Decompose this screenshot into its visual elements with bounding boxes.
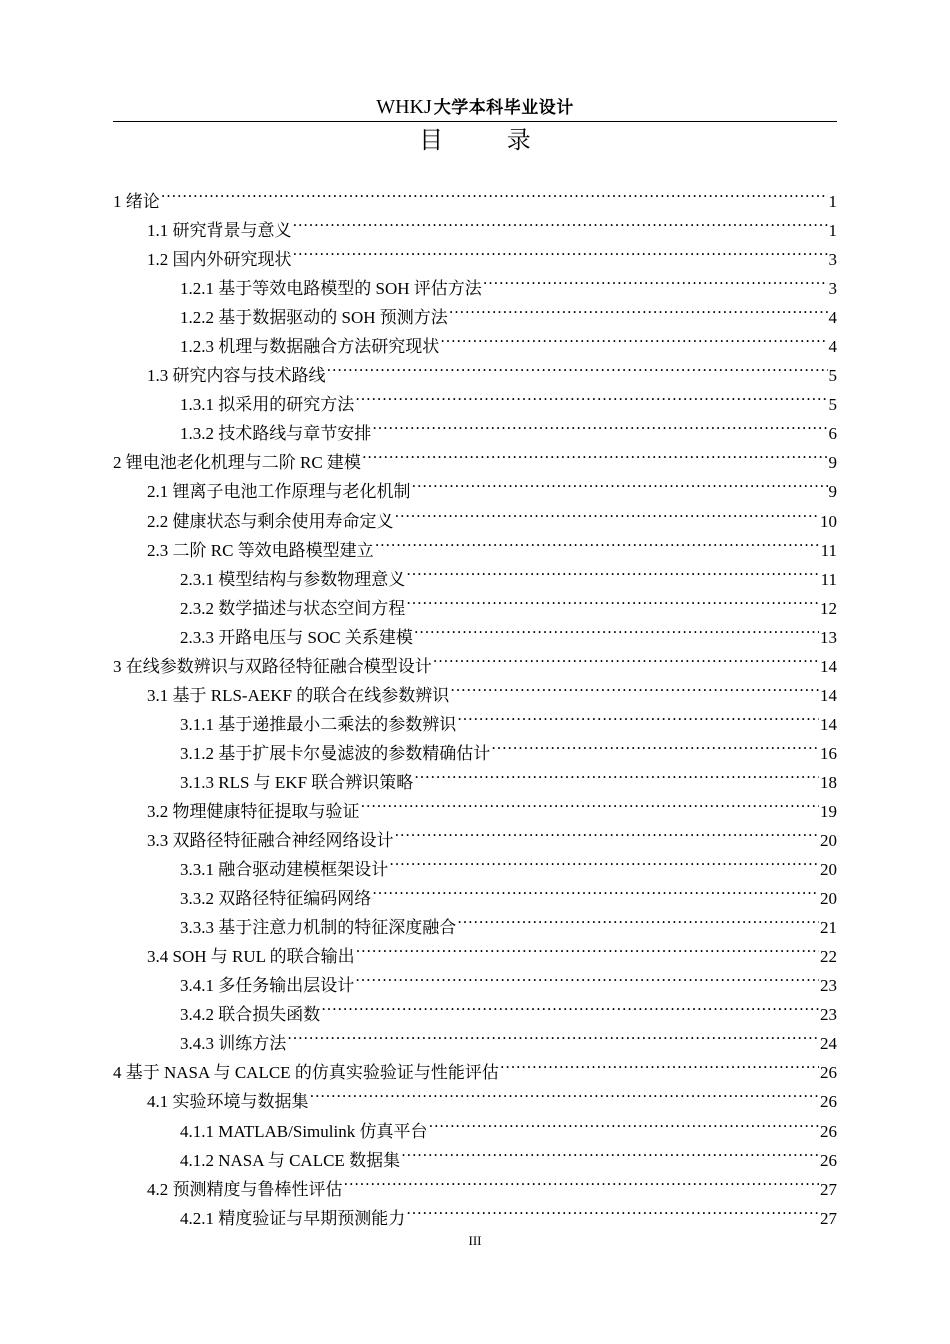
toc-dot-leader [395, 817, 820, 846]
toc-entry-text: 3.3.2 双路径特征编码网络 [180, 889, 372, 909]
toc-entry-text: 2 锂电池老化机理与二阶 RC 建模 [113, 453, 361, 473]
toc-dot-leader [310, 1078, 820, 1107]
toc-entry-page: 10 [820, 511, 837, 531]
toc-entry-page: 22 [820, 947, 837, 967]
toc-entry[interactable] [113, 178, 837, 211]
toc-entry-text: 3.1.1 基于递推最小二乘法的参数辨识 [180, 714, 457, 734]
toc-entry-text: 4.1.2 NASA 与 CALCE 数据集 [180, 1150, 401, 1170]
toc-entry-page: 23 [820, 976, 837, 996]
toc-entry-page: 26 [820, 1092, 837, 1112]
toc-dot-leader [293, 207, 828, 236]
toc-entry-text: 3.3 双路径特征融合神经网络设计 [147, 831, 394, 851]
toc-entry-text: 1.3.1 拟采用的研究方法 [180, 395, 355, 415]
toc-entry-text: 3.4.2 联合损失函数 [180, 1005, 321, 1025]
toc-entry-text: 1 绪论 [113, 192, 160, 211]
toc-entry-page: 14 [820, 714, 837, 734]
toc-dot-leader [401, 1137, 819, 1166]
toc-entry-text: 3.1.3 RLS 与 EKF 联合辨识策略 [180, 772, 414, 792]
toc-dot-leader [321, 991, 819, 1020]
toc-dot-leader [355, 381, 827, 410]
toc-dot-leader [433, 643, 819, 672]
toc-dot-leader [372, 410, 827, 439]
toc-dot-leader [483, 265, 828, 294]
header-divider [113, 121, 837, 122]
toc-entry-text: 2.2 健康状态与剩余使用寿命定义 [147, 511, 394, 531]
toc-entry-page: 27 [820, 1179, 837, 1199]
toc-dot-leader [406, 585, 819, 614]
toc-entry-page: 20 [820, 860, 837, 880]
toc-entry-text: 1.2 国内外研究现状 [147, 250, 292, 270]
toc-dot-leader [457, 904, 819, 933]
toc-entry-page: 19 [820, 801, 837, 821]
toc-entry-text: 1.2.2 基于数据驱动的 SOH 预测方法 [180, 308, 448, 328]
toc-entry-page: 5 [828, 366, 837, 386]
toc-entry-text: 3.3.3 基于注意力机制的特征深度融合 [180, 918, 457, 938]
toc-dot-leader [356, 933, 819, 962]
toc-entry-text: 1.2.1 基于等效电路模型的 SOH 评估方法 [180, 279, 482, 299]
toc-entry-text: 2.3.3 开路电压与 SOC 关系建模 [180, 627, 413, 647]
toc-entry-page: 5 [828, 395, 837, 415]
toc-entry-page: 11 [820, 540, 837, 560]
table-of-contents [113, 178, 837, 1228]
toc-dot-leader [491, 730, 819, 759]
toc-dot-leader [414, 614, 819, 643]
toc-entry-page: 23 [820, 1005, 837, 1025]
toc-entry-text: 2.3.1 模型结构与参数物理意义 [180, 569, 406, 589]
toc-dot-leader [450, 672, 819, 701]
toc-dot-leader [293, 236, 828, 265]
toc-entry-page: 3 [828, 250, 837, 270]
toc-dot-leader [372, 875, 819, 904]
toc-entry-text: 4.1 实验环境与数据集 [147, 1092, 309, 1112]
toc-entry-page: 13 [820, 627, 837, 647]
toc-entry-text: 3.1 基于 RLS-AEKF 的联合在线参数辨识 [147, 685, 450, 705]
toc-entry-page: 20 [820, 889, 837, 909]
toc-entry-page: 4 [828, 337, 837, 357]
toc-entry-text: 1.2.3 机理与数据融合方法研究现状 [180, 337, 440, 357]
toc-entry-page: 14 [820, 685, 837, 705]
toc-dot-leader [395, 498, 820, 527]
toc-entry-text: 3.2 物理健康特征提取与验证 [147, 801, 360, 821]
toc-entry-page: 3 [828, 279, 837, 299]
toc-dot-leader [389, 846, 819, 875]
toc-entry-text: 2.1 锂离子电池工作原理与老化机制 [147, 482, 411, 502]
toc-entry-text: 3 在线参数辨识与双路径特征融合模型设计 [113, 656, 432, 676]
toc-dot-leader [361, 788, 820, 817]
toc-dot-leader [362, 439, 828, 468]
toc-entry-page: 27 [820, 1208, 837, 1228]
toc-entry-page: 12 [820, 598, 837, 618]
toc-dot-leader [344, 1166, 820, 1195]
toc-entry-page: 9 [828, 482, 837, 502]
toc-entry-page: 26 [820, 1063, 837, 1083]
toc-entry-text: 3.3.1 融合驱动建模框架设计 [180, 860, 389, 880]
toc-dot-leader [406, 556, 819, 585]
toc-entry-page: 9 [828, 453, 837, 473]
toc-entry-page: 26 [820, 1150, 837, 1170]
toc-dot-leader [457, 701, 819, 730]
toc-entry-page: 20 [820, 831, 837, 851]
toc-entry-text: 4.2 预测精度与鲁棒性评估 [147, 1179, 343, 1199]
toc-entry-page: 18 [820, 772, 837, 792]
toc-entry-page: 1 [828, 221, 837, 241]
toc-dot-leader [327, 352, 828, 381]
toc-dot-leader [161, 178, 828, 207]
toc-entry-text: 3.4 SOH 与 RUL 的联合输出 [147, 947, 355, 967]
toc-entry-text: 1.3.2 技术路线与章节安排 [180, 424, 372, 444]
header-title: 大学本科毕业设计 [433, 98, 574, 118]
toc-dot-leader [500, 1049, 819, 1078]
toc-dot-leader [414, 759, 819, 788]
toc-entry-text: 2.3.2 数学描述与状态空间方程 [180, 598, 406, 618]
header-school-code: WHKJ [376, 96, 432, 118]
toc-entry-page: 21 [820, 918, 837, 938]
running-header [113, 94, 837, 121]
toc-dot-leader [412, 468, 828, 497]
toc-entry-text: 4.1.1 MATLAB/Simulink 仿真平台 [180, 1121, 428, 1141]
toc-entry[interactable] [113, 207, 837, 241]
toc-title: 目 录 [419, 126, 559, 154]
toc-dot-leader [406, 1195, 819, 1224]
toc-dot-leader [287, 1020, 819, 1049]
toc-entry-text: 3.4.3 训练方法 [180, 1034, 287, 1054]
toc-entry-text: 1.1 研究背景与意义 [147, 221, 292, 241]
toc-entry-text: 4 基于 NASA 与 CALCE 的仿真实验验证与性能评估 [113, 1063, 499, 1083]
toc-dot-leader [428, 1108, 819, 1137]
toc-entry-text: 2.3 二阶 RC 等效电路模型建立 [147, 540, 374, 560]
toc-entry-page: 16 [820, 743, 837, 763]
toc-entry-text: 1.3 研究内容与技术路线 [147, 366, 326, 386]
toc-dot-leader [355, 962, 819, 991]
toc-entry-page: 26 [820, 1121, 837, 1141]
toc-entry-page: 14 [820, 656, 837, 676]
toc-entry-page: 1 [828, 192, 837, 211]
toc-dot-leader [449, 294, 828, 323]
toc-entry-page: 11 [820, 569, 837, 589]
toc-entry-page: 4 [828, 308, 837, 328]
toc-entry-page: 24 [820, 1034, 837, 1054]
toc-dot-leader [375, 527, 820, 556]
toc-entry-text: 4.2.1 精度验证与早期预测能力 [180, 1208, 406, 1228]
toc-entry-page: 6 [828, 424, 837, 444]
toc-dot-leader [440, 323, 827, 352]
toc-entry-text: 3.4.1 多任务输出层设计 [180, 976, 355, 996]
page-number: III [468, 1233, 482, 1248]
toc-entry-text: 3.1.2 基于扩展卡尔曼滤波的参数精确估计 [180, 743, 491, 763]
